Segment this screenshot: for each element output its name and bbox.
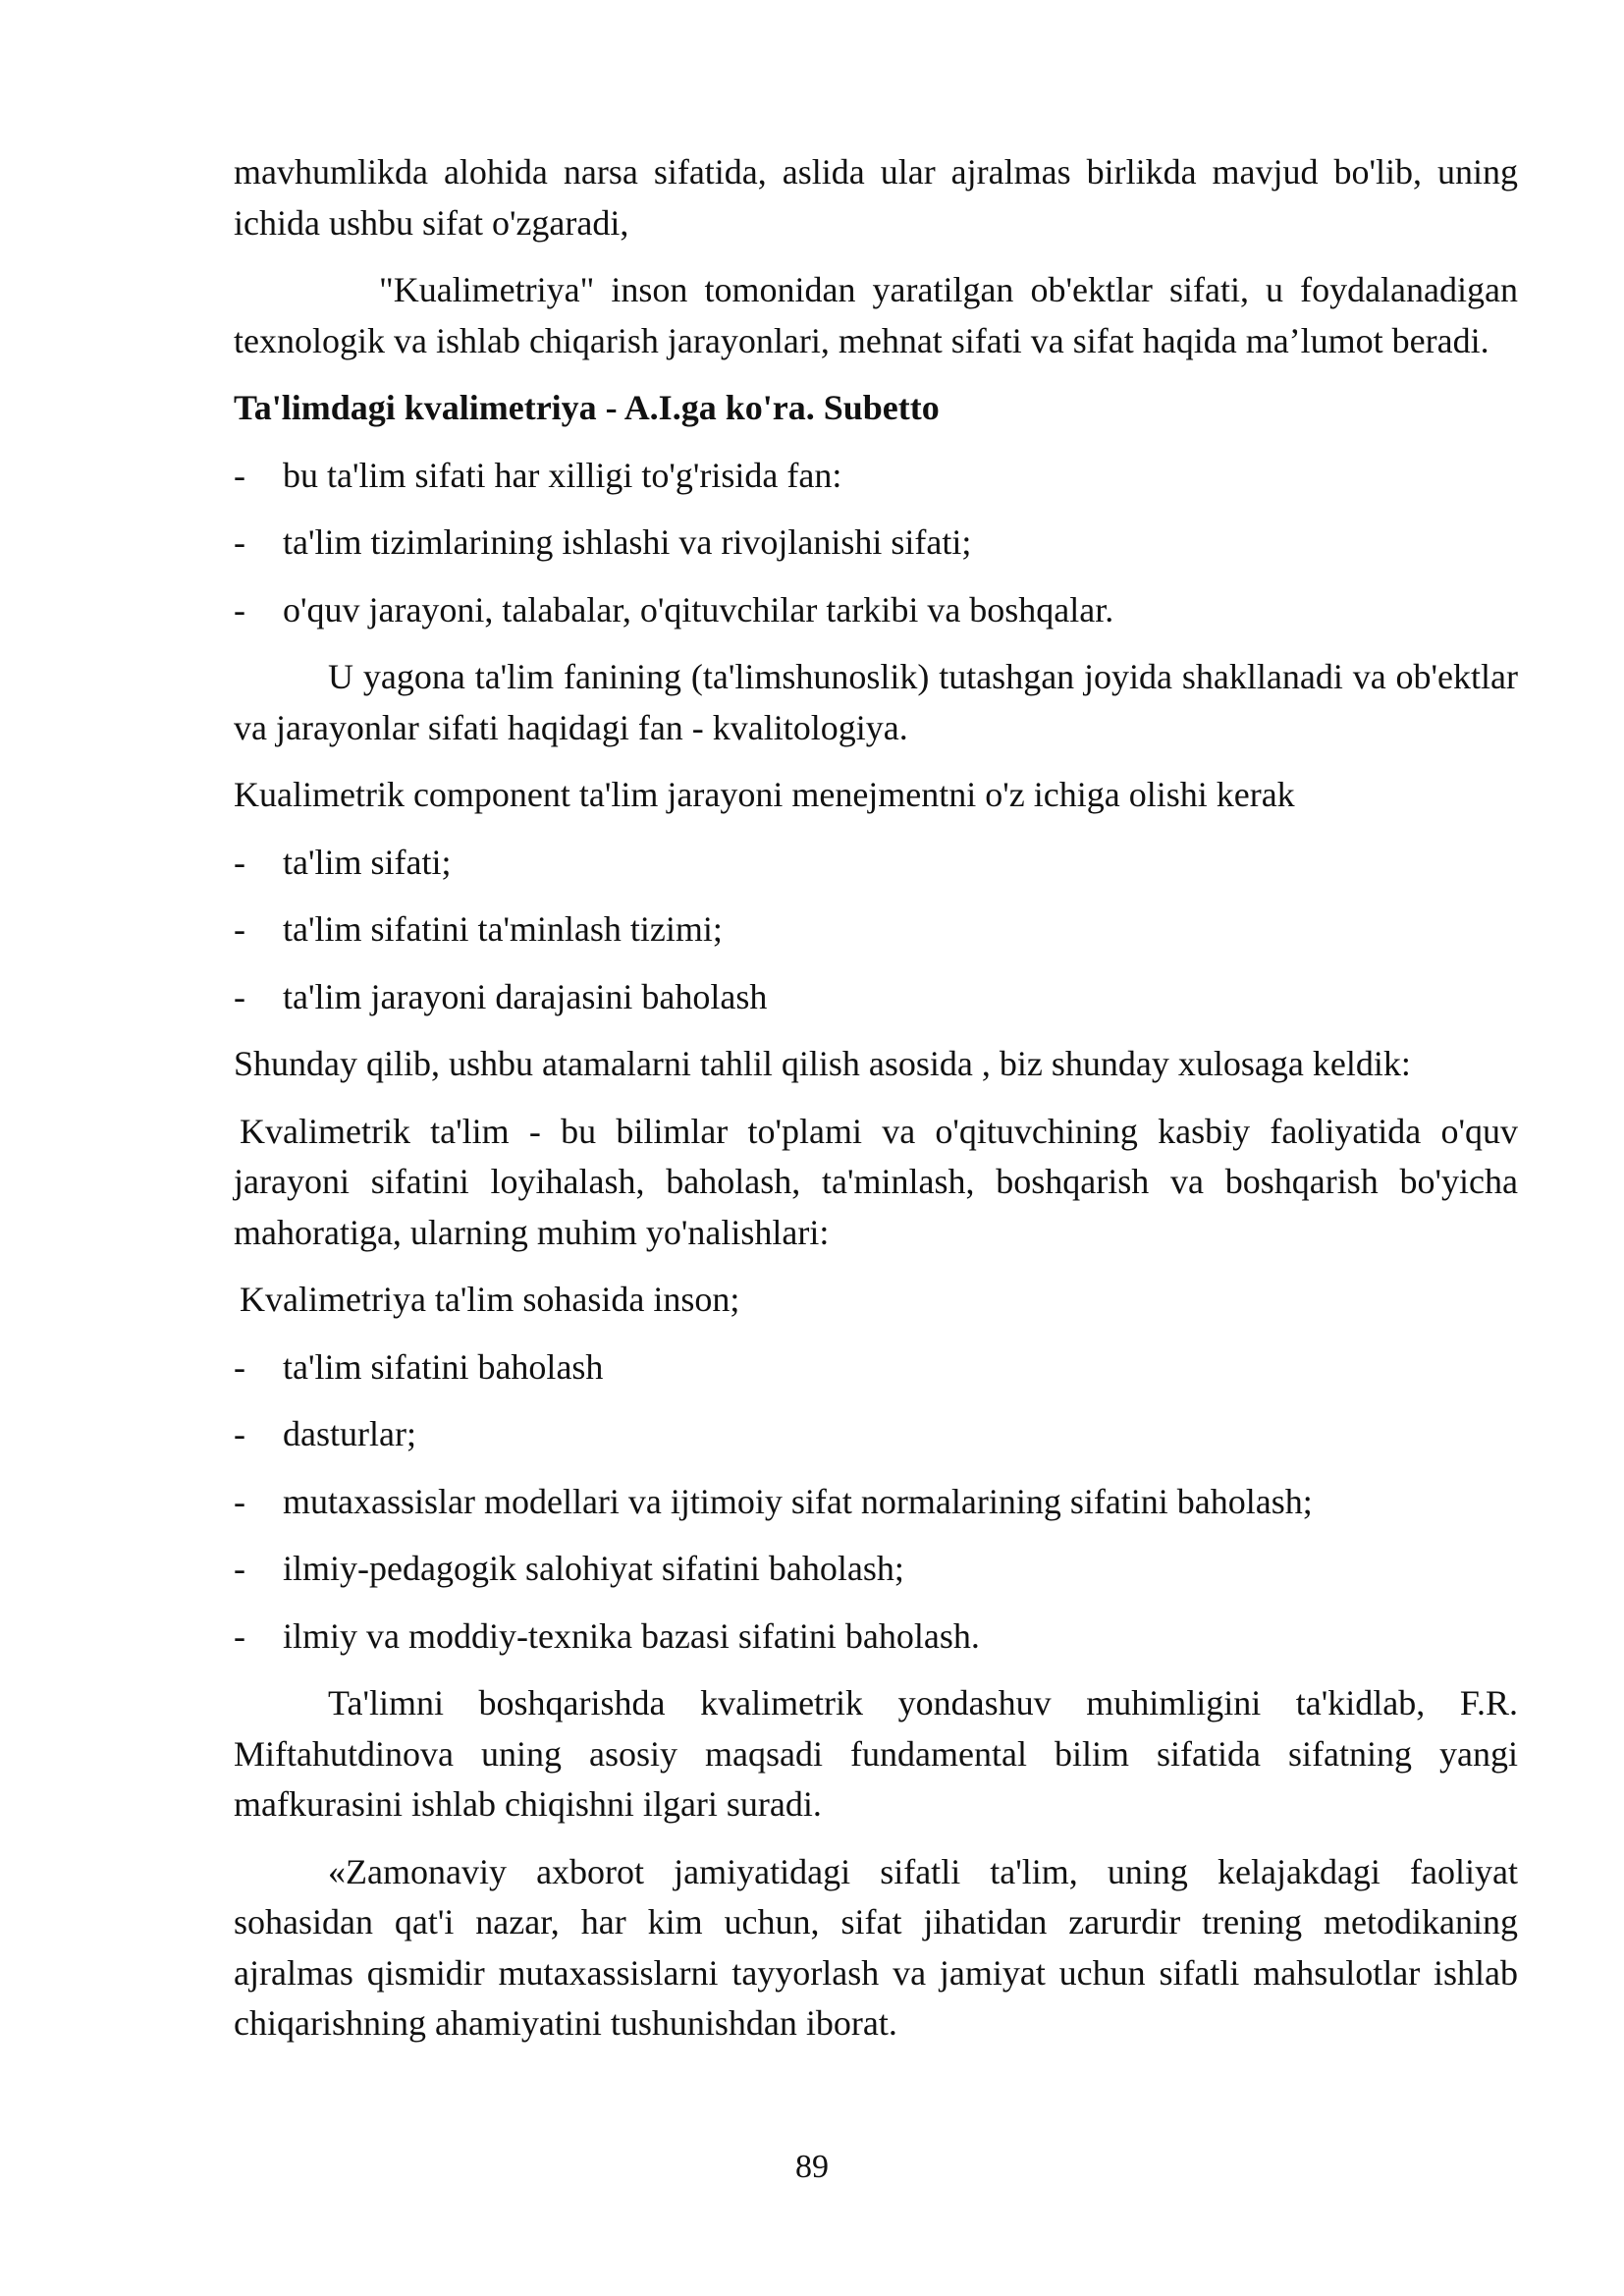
- list-item: - ilmiy-pedagogik salohiyat sifatini baholash;: [234, 1544, 1518, 1595]
- dash-marker: -: [234, 455, 245, 495]
- list-item: - ta'lim jarayoni darajasini baholash: [234, 972, 1518, 1023]
- list-item: - ilmiy va moddiy-texnika bazasi sifatini baholash.: [234, 1612, 1518, 1663]
- paragraph-8: Ta'limni boshqarishda kvalimetrik yondashuv muhimligini ta'kidlab, F.R. Miftahutdinova uning asosiy maqsadi fundamental bilim sifatida sifatning yangi mafkurasini ishlab chiqishni ilgari suradi.: [234, 1683, 1518, 1824]
- list-3: [234, 1342, 1518, 1663]
- list-item: - ta'lim sifatini ta'minlash tizimi;: [234, 904, 1518, 956]
- dash-marker: -: [234, 1346, 245, 1387]
- list-1: [234, 451, 1518, 636]
- dash-marker: -: [234, 1481, 245, 1521]
- list-item: - bu ta'lim sifati har xilligi to'g'risida fan:: [234, 451, 1518, 502]
- list-item: - dasturlar;: [234, 1409, 1518, 1460]
- paragraph-2: "Kualimetriya" inson tomonidan yaratilgan ob'ektlar sifati, u foydalanadigan texnologik va ishlab chiqarish jarayonlari, mehnat sifati va sifat haqida ma’lumot beradi.: [234, 270, 1518, 360]
- paragraph-5: Shunday qilib, ushbu atamalarni tahlil qilish asosida , biz shunday xulosaga keldik:: [234, 1044, 1411, 1083]
- list-item: - ta'lim sifatini baholash: [234, 1342, 1518, 1394]
- list-2: [234, 838, 1518, 1023]
- dash-marker: -: [234, 909, 245, 949]
- dash-marker: -: [234, 842, 245, 882]
- paragraph-4: Kualimetrik component ta'lim jarayoni menejmentni o'z ichiga olishi kerak: [234, 775, 1295, 814]
- dash-marker: -: [234, 1414, 245, 1453]
- section-heading: Ta'limdagi kvalimetriya - A.I.ga ko'ra. Subetto: [234, 388, 940, 427]
- list-item: - o'quv jarayoni, talabalar, o'qituvchilar tarkibi va boshqalar.: [234, 585, 1518, 636]
- dash-marker: -: [234, 976, 245, 1016]
- dash-marker: -: [234, 522, 245, 562]
- paragraph-3: U yagona ta'lim fanining (ta'limshunoslik) tutashgan joyida shakllanadi va ob'ektlar va jarayonlar sifati haqidagi fan - kvalitologiya.: [234, 657, 1518, 747]
- paragraph-7: Kvalimetriya ta'lim sohasida inson;: [240, 1280, 740, 1319]
- paragraph-6: Kvalimetrik ta'lim - bu bilimlar to'plami va o'qituvchining kasbiy faoliyatida o'quv jarayoni sifatini loyihalash, baholash, ta'minlash, boshqarish va boshqarish bo'yicha mahoratiga, ularning muhim yo'nalishlari:: [234, 1111, 1518, 1252]
- dash-marker: -: [234, 1549, 245, 1588]
- dash-marker: -: [234, 1615, 245, 1656]
- list-item: - ta'lim sifati;: [234, 838, 1518, 889]
- page-content: [234, 147, 1518, 2066]
- list-item: - ta'lim tizimlarining ishlashi va rivojlanishi sifati;: [234, 518, 1518, 569]
- dash-marker: -: [234, 589, 245, 629]
- page-number: 89: [795, 2149, 829, 2185]
- paragraph-1: mavhumlikda alohida narsa sifatida, aslida ular ajralmas birlikda mavjud bo'lib, uning ichida ushbu sifat o'zgaradi,: [234, 152, 1518, 243]
- paragraph-9: «Zamonaviy axborot jamiyatidagi sifatli ta'lim, uning kelajakdagi faoliyat sohasidan qat'i nazar, har kim uchun, sifat jihatidan zarurdir trening metodikaning ajralmas qismidir mutaxassislarni tayyorlash va jamiyat uchun sifatli mahsulotlar ishlab chiqarishning ahamiyatini tushunishdan iborat.: [234, 1851, 1518, 2043]
- list-item: - mutaxassislar modellari va ijtimoiy sifat normalarining sifatini baholash;: [234, 1477, 1518, 1528]
